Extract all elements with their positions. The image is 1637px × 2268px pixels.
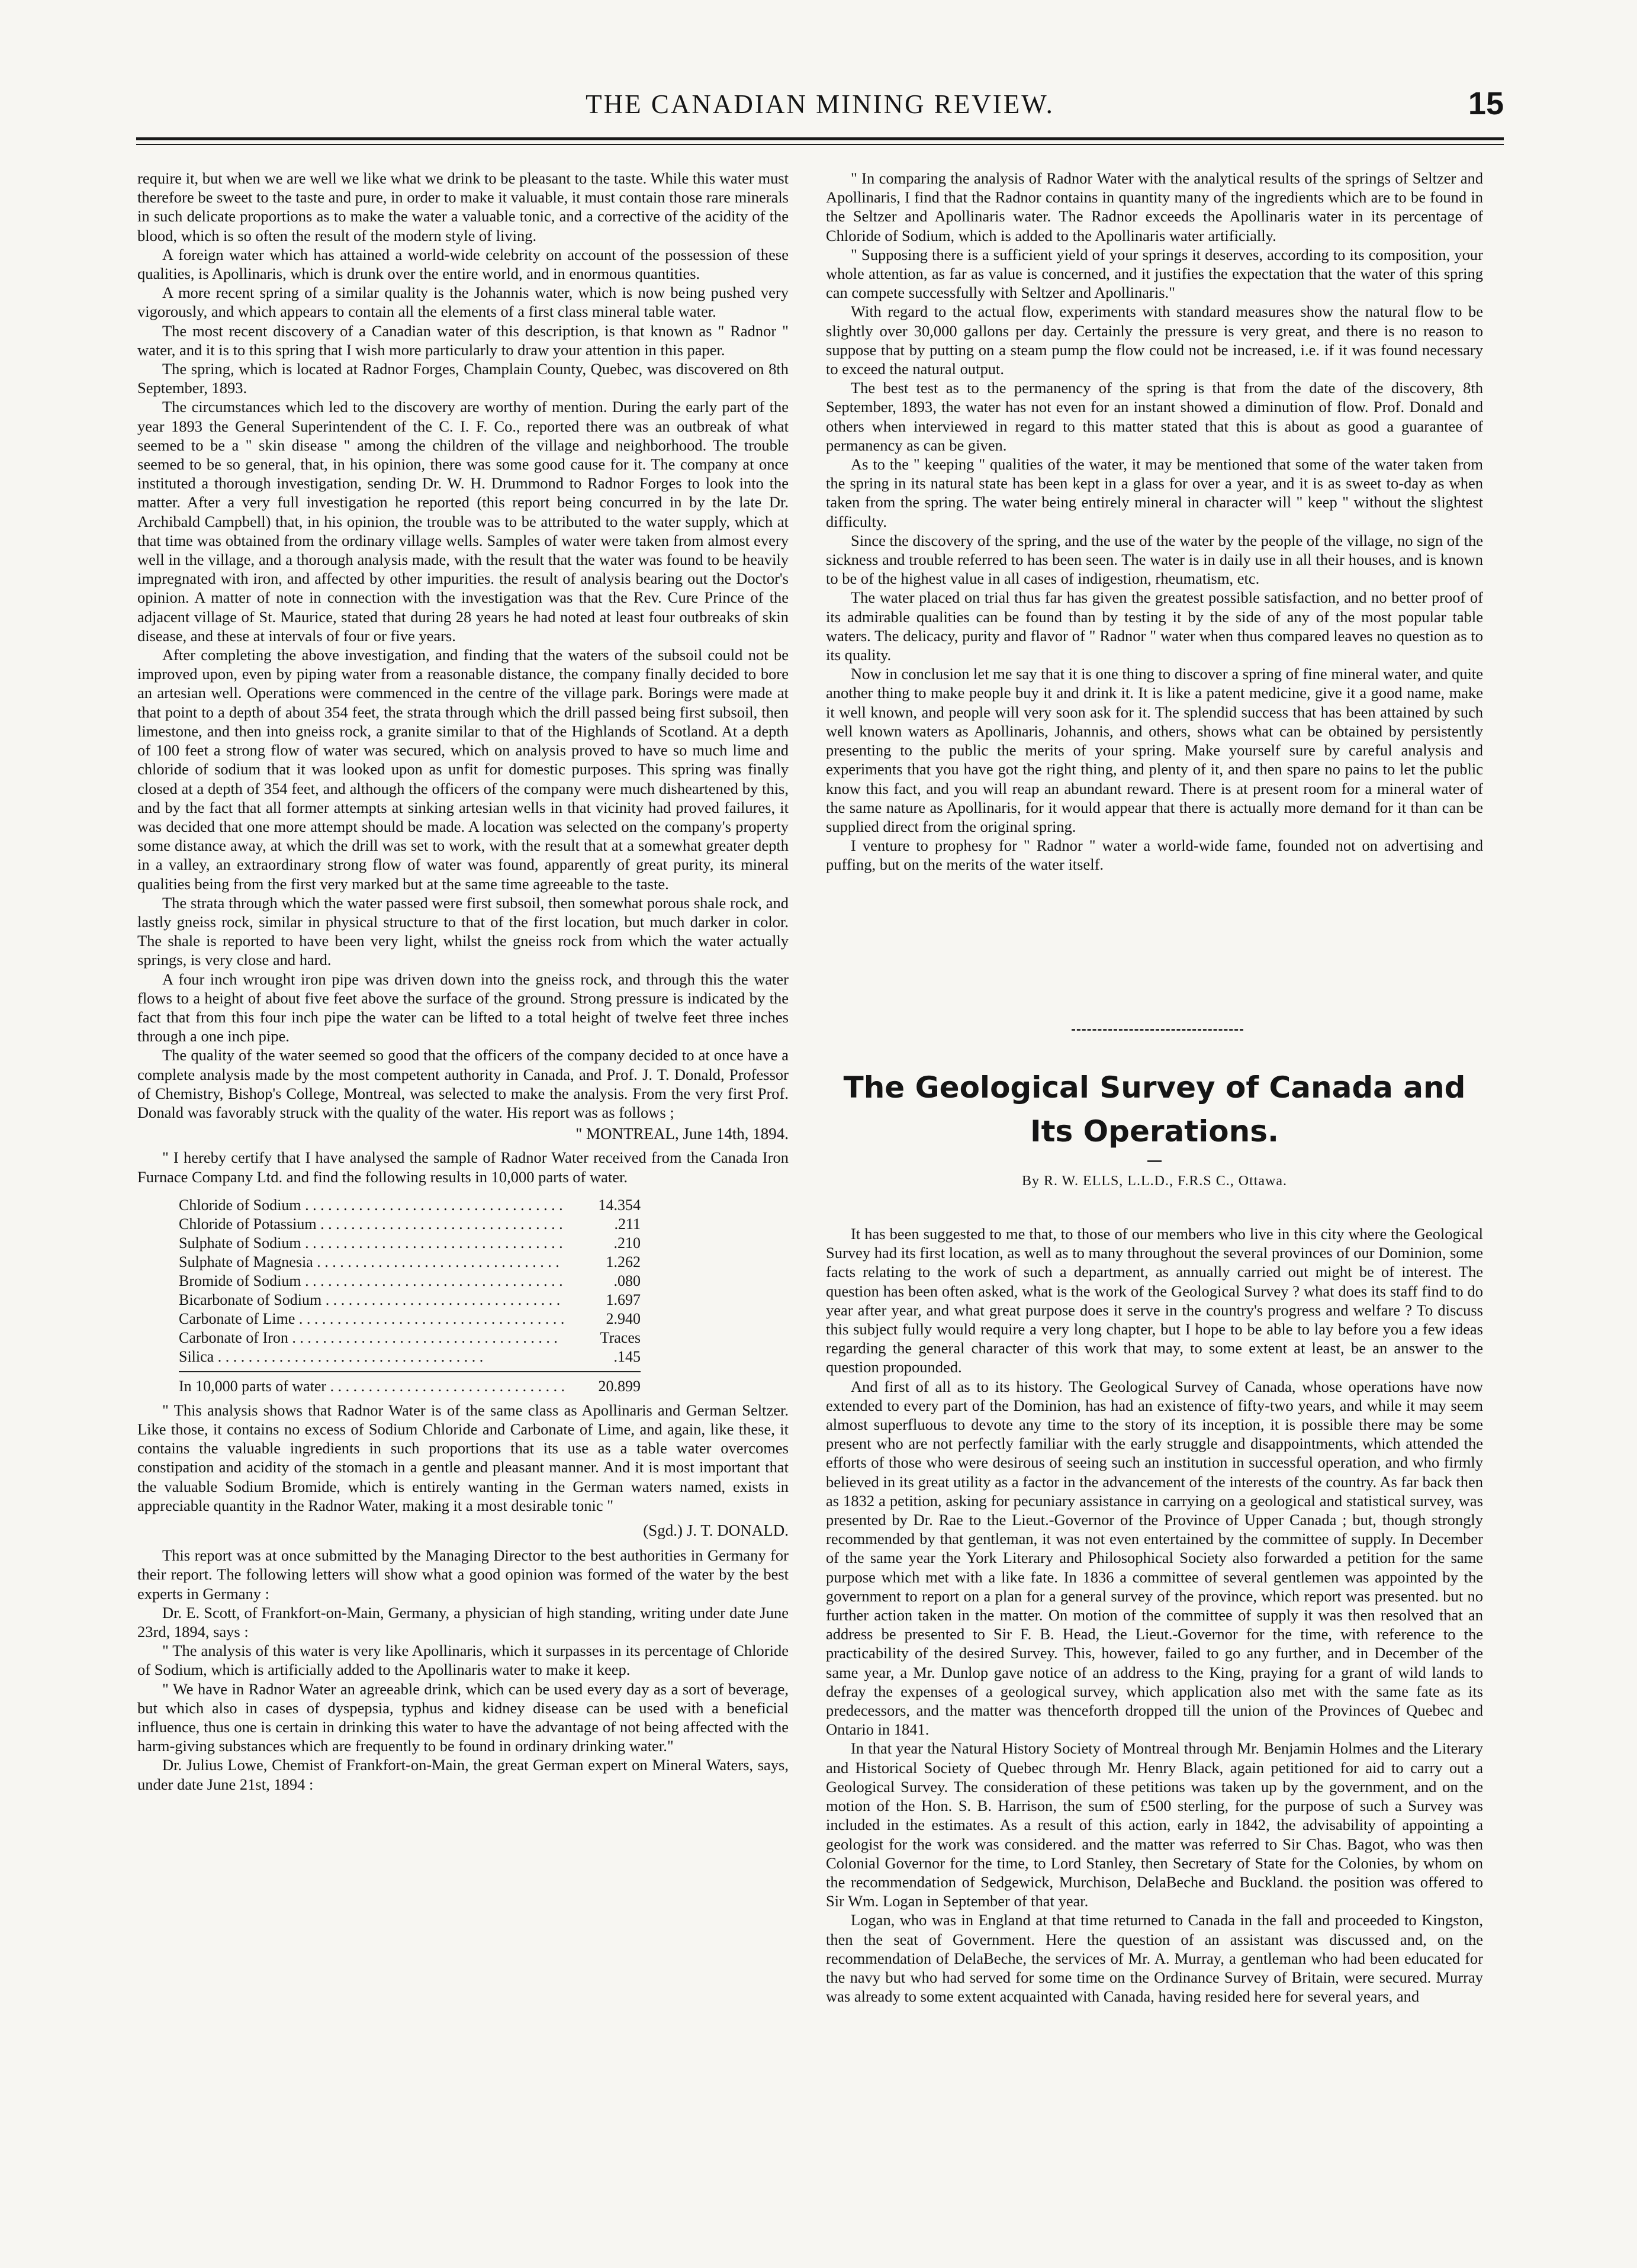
analysis-label: Chloride of Potassium . . . [179, 1215, 564, 1234]
analysis-label: Carbonate of Lime . . . [179, 1310, 564, 1328]
paragraph: I venture to prophesy for " Radnor " water a world-wide fame, founded not on advertising and puffing, but on the merits of the water itself. [826, 837, 1483, 874]
paragraph: " The analysis of this water is very like Apollinaris, which it surpasses in its percentage of Chloride of Sodium, which is artificially added to the Apollinaris water to make it keep. [137, 1642, 789, 1679]
header-rule-thick [136, 137, 1504, 140]
analysis-label: Chloride of Sodium . . . [179, 1196, 564, 1215]
paragraph: The circumstances which led to the discovery are worthy of mention. During the early part of the year 1893 the General Superintendent of the C. I. F. Co., reported there was an outbreak of what seemed to be a " skin disease " among the children of the village and neighborhood. The trouble seemed to be so general, that, in his opinion, there was some good cause for it. The company at once instituted a thorough investigation, sending Dr. W. H. Drummond to Radnor Forges to look into the matter. After a very full investigation he reported (this report being concurred in by the late Dr. Archibald Campbell) that, in his opinion, the trouble was to be attributed to the water supply, which at that time was obtained from the ordinary village wells. Samples of water were taken from almost every well in the village, and a thorough analysis made, with the result that the water was found to be heavily impregnated with iron, and affected by other impurities. the result of analysis bearing out the Doctor's opinion. A matter of note in connection with the investigation was that the Rev. Cure Prince of the adjacent village of St. Maurice, stated that during 28 years he had noted at least four outbreaks of skin disease, and these at intervals of four or five years. [137, 398, 789, 645]
running-header [136, 86, 1504, 136]
paragraph: It has been suggested to me that, to those of our members who live in this city where the Geological Survey had its first location, as well as to many throughout the several provinces of our Dominion, some facts relating to the work of such a department, as annually carried out might be of interest. The question has been often asked, what is the work of the Geological Survey ? what does its staff find to do year after year, and what great purpose does it serve in the country's progress and welfare ? To discuss this subject fully would require a very long chapter, but I hope to be able to lay before you a few ideas regarding the general character of this work that may, to some extent at least, be an answer to the question propounded. [826, 1225, 1483, 1376]
analysis-label: Sulphate of Magnesia . . . [179, 1253, 564, 1272]
analysis-row [179, 1272, 641, 1291]
analysis-label: Bicarbonate of Sodium . . . [179, 1291, 564, 1310]
article-body [826, 1224, 1483, 2006]
paragraph: Logan, who was in England at that time returned to Canada in the fall and proceeded to Kingston, then the seat of Government. Here the question of an assistant was discussed and, on the recommendation of DelaBeche, the services of Mr. A. Murray, a gentleman who had been educated for the navy but who had served for some time on the Ordinance Survey of Britain, were secured. Murray was already to some extent acquainted with Canada, having resided here for several years, and [826, 1911, 1483, 2006]
right-column [826, 169, 1483, 874]
analysis-value: 1.697 [606, 1291, 641, 1308]
paragraph: require it, but when we are well we like what we drink to be pleasant to the taste. While this water must therefore be sweet to the taste and pure, in order to make it valuable, it must contain those rare minerals in such delicate proportions as to make the water a valuable tonic, and a corrective of the acidity of the blood, which is so often the result of the modern style of living. [137, 169, 789, 245]
paragraph: With regard to the actual flow, experiments with standard measures show the natural flow to be slightly over 30,000 gallons per day. Certainly the pressure is very great, and there is no reason to suppose that by putting on a steam pump the flow could not be increased, i.e. if it was found necessary to exceed the natural output. [826, 303, 1483, 378]
paragraph: As to the " keeping " qualities of the water, it may be mentioned that some of the water taken from the spring in its natural state has been kept in a glass for over a year, and it is as sweet to-day as when taken from the spring. The water being entirely mineral in character will " keep " without the slightest difficulty. [826, 455, 1483, 530]
analysis-row [179, 1347, 641, 1366]
section-divider [1072, 1029, 1243, 1033]
paragraph: " In comparing the analysis of Radnor Water with the analytical results of the springs of Seltzer and Apollinaris, I find that the Radnor contains in quantity many of the ingredients which are to be found in the Seltzer and Apollinaris water. The Radnor exceeds the Apollinaris water in its percentage of Chloride of Sodium, which is added to the Apollinaris water artificially. [826, 169, 1483, 245]
paragraph: The best test as to the permanency of the spring is that from the date of the discovery, 8th September, 1893, the water has not even for an instant showed a diminution of flow. Prof. Donald and others when interviewed in regard to this matter stated that this is about as good a guarantee of permanency as can be given. [826, 379, 1483, 454]
analysis-label: Bromide of Sodium . . . [179, 1272, 564, 1291]
paragraph: And first of all as to its history. The Geological Survey of Canada, whose operations have now extended to every part of the Dominion, has had an existence of fifty-two years, and while it may seem almost superfluous to devote any time to the story of its inception, it is possible there may be some present who are not perfectly familiar with the early struggle and disappointments, which attended the efforts of those who were desirous of seeing such an institution in successful operation, and who firmly believed in its great utility as a factor in the advancement of the interests of the country. As far back then as 1832 a petition, asking for pecuniary assistance in carrying on a geological and statistical survey, was presented by Dr. Rae to the Lieut.-Governor of the Province of Upper Canada ; but, though strongly recommended by that gentleman, it was not even entertained by the committee of supply. In December of the same year the York Literary and Philosophical Society also forwarded a petition for the same purpose which met with a like fate. In 1836 a committee of several gentlemen was appointed by the government to report on a plan for a general survey of the province, which report was presented. but no further action taken in the matter. On motion of the committee of supply it was then resolved that an address be presented to Sir F. B. Head, the Lieut.-Governor for the time, with reference to the practicability of the desired Survey. This, however, failed to go any further, and in December of the same year, a Mr. Dunlop gave notice of an address to the King, praying for a grant of wild lands to defray the expenses of a geological survey, which application also met with the same fate as its predecessors, and the matter was thenceforth dropped till the union of the Provinces of Quebec and Ontario in 1841. [826, 1377, 1483, 1739]
paragraph: The most recent discovery of a Canadian water of this description, is that known as " Radnor " water, and it is to this spring that I wish more particularly to draw your attention in this paper. [137, 321, 789, 359]
paragraph: Dr. Julius Lowe, Chemist of Frankfort-on-Main, the great German expert on Mineral Waters, says, under date June 21st, 1894 : [137, 1756, 789, 1793]
analysis-row [179, 1291, 641, 1310]
paragraph: The water placed on trial thus far has given the greatest possible satisfaction, and no better proof of its admirable qualities can be found than by testing it by the side of any of the most popular table waters. The delicacy, purity and flavor of " Radnor " water when thus compared leaves no question as to its quality. [826, 588, 1483, 664]
paragraph: " Supposing there is a sufficient yield of your springs it deserves, according to its composition, your whole attention, as far as value is concerned, and it justifies the expectation that the water of this spring can compete successfully with Seltzer and Apollinaris." [826, 245, 1483, 302]
analysis-total-value: 20.899 [598, 1377, 641, 1395]
journal-title: THE CANADIAN MINING REVIEW. [586, 89, 1054, 119]
paragraph: The strata through which the water passed were first subsoil, then somewhat porous shale rock, and lastly gneiss rock, similar in physical structure to that of the first location, but much darker in color. The shale is reported to have been very light, whilst the gneiss rock from which the water actually springs, is very close and hard. [137, 893, 789, 969]
analysis-label: Carbonate of Iron . . . [179, 1328, 564, 1347]
analysis-row [179, 1310, 641, 1328]
left-column [137, 169, 789, 1794]
article-byline: By R. W. ELLS, L.L.D., F.R.S C., Ottawa. [1021, 1173, 1288, 1189]
title-rule [1147, 1160, 1162, 1162]
analysis-value: 1.262 [606, 1253, 641, 1270]
analysis-row [179, 1253, 641, 1272]
paragraph: The spring, which is located at Radnor Forges, Champlain County, Quebec, was discovered on 8th September, 1893. [137, 360, 789, 397]
analysis-value: 14.354 [598, 1196, 641, 1214]
paragraph: Dr. E. Scott, of Frankfort-on-Main, Germany, a physician of high standing, writing under date June 23rd, 1894, says : [137, 1603, 789, 1640]
analysis-value: Traces [600, 1328, 641, 1346]
analysis-value: .211 [614, 1215, 641, 1233]
paragraph: Now in conclusion let me say that it is one thing to discover a spring of fine mineral water, and quite another thing to make people buy it and drink it. It is like a patent medicine, give it a good name, make it well known, and people will very soon ask for it. The splendid success that has been attained by such well known waters as Apollinaris, Johannis, and others, shows what can be obtained by persistently presenting to the public the merits of your spring. Make yourself sure by careful analysis and experiments that you have got the right thing, and plenty of it, and then spare no pains to let the public know this fact, and you will reap an abundant reward. There is at present room for a mineral water of the same nature as Apollinaris, for it would appear that there is actually more demand for it than can be supplied direct from the original spring. [826, 665, 1483, 835]
analysis-value: .145 [613, 1347, 641, 1365]
paragraph: " I hereby certify that I have analysed the sample of Radnor Water received from the Canada Iron Furnace Company Ltd. and find the following results in 10,000 parts of water. [137, 1149, 789, 1186]
analysis-row [179, 1234, 641, 1253]
paragraph: In that year the Natural History Society of Montreal through Mr. Benjamin Holmes and the Literary and Historical Society of Quebec through Mr. Henry Black, again petitioned for aid to carry out a Geological Survey. The consideration of these petitions was taken up by the government, and on the motion of the Hon. S. B. Harrison, the sum of £500 sterling, for the purpose of such a Survey was included in the estimates. As a result of this action, early in 1842, the advisability of appointing a geologist for the work was considered. and the matter was referred to Sir Chas. Bagot, who was then Colonial Governor for the time, to Lord Stanley, then Secretary of State for the Colonies, by whom on the recommendation of Sedgewick, Murchison, DelaBeche and Buckland. the position was offered to Sir Wm. Logan in September of that year. [826, 1739, 1483, 1910]
paragraph: A more recent spring of a similar quality is the Johannis water, which is now being pushed very vigorously, and which appears to contain all the elements of a first class mineral table water. [137, 284, 789, 321]
paragraph: Since the discovery of the spring, and the use of the water by the people of the village, no sign of the sickness and trouble referred to has been seen. The water is in daily use in all their houses, and is known to be of the highest value in all cases of indigestion, rheumatism, etc. [826, 531, 1483, 588]
paragraph: The quality of the water seemed so good that the officers of the company decided to at once have a complete analysis made by the most competent authority in Canada, and Prof. J. T. Donald, Professor of Chemistry, Bishop's College, Montreal, was selected to make the analysis. From the very first Prof. Donald was favorably struck with the quality of the water. His report was as follows ; [137, 1046, 789, 1121]
analysis-total-row [179, 1371, 641, 1396]
analysis-value: .210 [613, 1234, 641, 1252]
analysis-label: Sulphate of Sodium . . . [179, 1234, 564, 1253]
analysis-value: .080 [613, 1272, 641, 1289]
header-rule-thin [136, 144, 1504, 145]
paragraph: This report was at once submitted by the Managing Director to the best authorities in Germany for their report. The following letters will show what a good opinion was formed of the water by the best experts in Germany : [137, 1546, 789, 1603]
analysis-row [179, 1196, 641, 1215]
page-number: 15 [1468, 86, 1504, 121]
paragraph: " We have in Radnor Water an agreeable drink, which can be used every day as a sort of beverage, but which also in cases of dyspepsia, typhus and kidney disease can be used with a beneficial influence, thus one is certain in drinking this water to have the advantage of not being affected with the harm-giving substances which are frequently to be found in ordinary drinking water." [137, 1680, 789, 1755]
signature: (Sgd.) J. T. DONALD. [643, 1521, 789, 1539]
article-title: The Geological Survey of Canada and Its Operations. [843, 1070, 1466, 1149]
analysis-table [179, 1196, 641, 1396]
analysis-row [179, 1328, 641, 1347]
analysis-row [179, 1215, 641, 1234]
analysis-value: 2.940 [606, 1310, 641, 1327]
paragraph: A foreign water which has attained a world-wide celebrity on account of the possession of these qualities, is Apollinaris, which is drunk over the entire world, and in enormous quantities. [137, 245, 789, 283]
analysis-label: Silica . . . [179, 1347, 564, 1366]
report-dateline: " MONTREAL, June 14th, 1894. [575, 1125, 789, 1143]
paragraph: After completing the above investigation, and finding that the waters of the subsoil could not be improved upon, even by piping water from a reasonable distance, the company finally decided to bore an artesian well. Operations were commenced in the centre of the village park. Borings were made at that point to a depth of about 354 feet, the strata through which the drill passed being first subsoil, then limestone, and then into gneiss rock, a granite similar to that of the Highlands of Scotland. At a depth of 100 feet a strong flow of water was secured, which on analysis proved to have so much lime and chloride of sodium that it was looked upon as unfit for domestic purposes. This spring was finally closed at a depth of 354 feet, and although the officers of the company were much disheartened by this, and by the fact that all former attempts at sinking artesian wells in that vicinity had proved failures, it was decided that one more attempt should be made. A location was selected on the company's property some distance away, at which the drill was set to work, with the result that at a somewhat greater depth in a valley, an extraordinary strong flow of water was found, apparently of great purity, its mineral qualities being from the first very marked but at the same time agreeable to the taste. [137, 646, 789, 893]
paragraph: A four inch wrought iron pipe was driven down into the gneiss rock, and through this the water flows to a height of about five feet above the surface of the ground. Strong pressure is indicated by the fact that from this four inch pipe the water can be lifted to a total height of twelve feet three inches through a one inch pipe. [137, 970, 789, 1045]
analysis-total-label: In 10,000 parts of water . . . [179, 1377, 564, 1396]
paragraph: " This analysis shows that Radnor Water is of the same class as Apollinaris and German Seltzer. Like those, it contains no excess of Sodium Chloride and Carbonate of Lime, and again, like these, it contains the valuable ingredients in such proportions that its use as a table water overcomes constipation and acidity of the stomach in a gentle and pleasant manner. And it is most important that the valuable Sodium Bromide, which is entirely wanting in the German waters named, exists in appreciable quantity in the Radnor Water, making it a most desirable tonic " [137, 1401, 789, 1514]
